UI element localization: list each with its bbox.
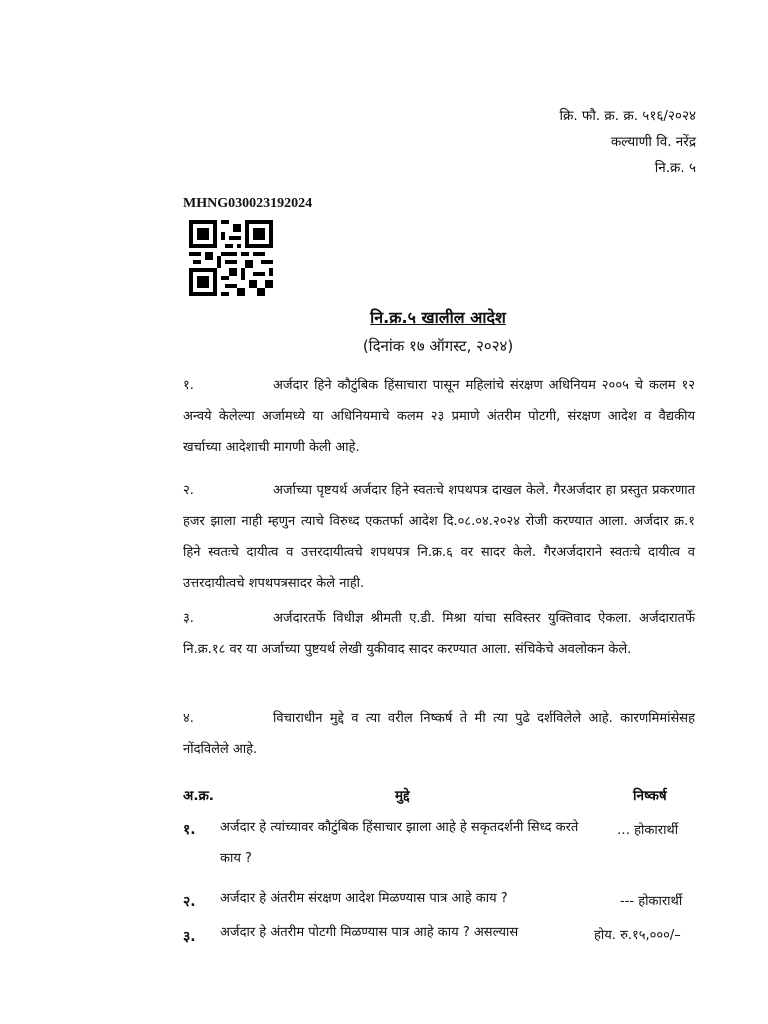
case-number: क्रि. फौ. क्र. क्र. ५१६/२०२४ [559, 108, 696, 124]
paragraph-text: अर्जदारतर्फे विधीज्ञ श्रीमती ए.डी. मिश्रा यांचा सविस्तर युक्तिवाद ऐकला. अर्जदारातर्फे नि.क्र.१८ वर या अर्जाच्या पुष्टयर्थ लेखी युकीवाद सादर करण्यात आला. संचिकेचे अवलोकन केले. [183, 611, 695, 657]
paragraph-number: ३. [183, 611, 194, 626]
paragraph-text: अर्जदार हिने कौटुंबिक हिंसाचारा पासून महिलांचे संरक्षण अधिनियम २००५ चे कलम १२ अन्वये केलेल्या अर्जामध्ये या अधिनियमाचे कलम २३ प्रमाणे अंतरीम पोटगी, संरक्षण आदेश व वैद्यकीय खर्चाच्या आदेशाची मागणी केली आहे. [183, 378, 695, 455]
column-header-number: अ.क्र. [183, 788, 214, 804]
paragraph-number: ४. [183, 711, 194, 726]
row-finding: --- होकारार्थी [620, 894, 683, 909]
column-header-issue: मुद्दे [395, 788, 410, 804]
row-number: १. [183, 822, 196, 838]
paragraph-4 [183, 703, 695, 765]
paragraph-number: १. [183, 378, 194, 393]
order-title: नि.क्र.५ खालील आदेश [370, 308, 506, 327]
exhibit-number: नि.क्र. ५ [654, 160, 696, 176]
row-finding: होय. रु.१५,०००/– [594, 928, 681, 943]
paragraph-1 [183, 370, 695, 463]
row-issue: अर्जदार हे अंतरीम संरक्षण आदेश मिळण्यास पात्र आहे काय ? [220, 891, 508, 906]
row-number: ३. [183, 929, 196, 945]
order-date: (दिनांक १७ ऑगस्ट, २०२४) [362, 337, 514, 355]
row-issue: अर्जदार हे अंतरीम पोटगी मिळण्यास पात्र आहे काय ? असल्यास [220, 925, 519, 940]
paragraph-text: अर्जाच्या पृष्टयर्थ अर्जदार हिने स्वतःचे शपथपत्र दाखल केले. गैरअर्जदार हा प्रस्तुत प्रकरणात हजर झाला नाही म्हणुन त्याचे विरुध्द एकतर्फा आदेश दि.०८.०४.२०२४ रोजी करण्यात आला. अर्जदार क्र.१ हिने स्वतःचे दायीत्व व उत्तरदायीत्वचे शपथपत्र नि.क्र.६ वर सादर केले. गैरअर्जदाराने स्वतःचे दायीत्व व उत्तरदायीत्वचे शपथपत्रसादर केले नाही. [183, 483, 695, 591]
row-number: २. [183, 894, 196, 910]
case-parties: कल्याणी वि. नरेंद्र [610, 134, 696, 150]
row-finding: … होकारार्थी [617, 823, 679, 838]
paragraph-number: २. [183, 483, 194, 498]
column-header-finding: निष्कर्ष [633, 788, 667, 804]
row-issue: अर्जदार हे त्यांच्यावर कौटुंबिक हिंसाचार झाला आहे हे सकृतदर्शनी सिध्द करते काय ? [220, 820, 579, 866]
paragraph-2 [183, 475, 695, 599]
paragraph-3 [183, 603, 695, 665]
qr-code-icon [189, 220, 273, 296]
cnr-code: MHNG030023192024 [183, 196, 313, 211]
paragraph-text: विचाराधीन मुद्दे व त्या वरील निष्कर्ष ते मी त्या पुढे दर्शविलेले आहे. कारणमिमांसेसह नोंदविलेले आहे. [183, 711, 695, 757]
